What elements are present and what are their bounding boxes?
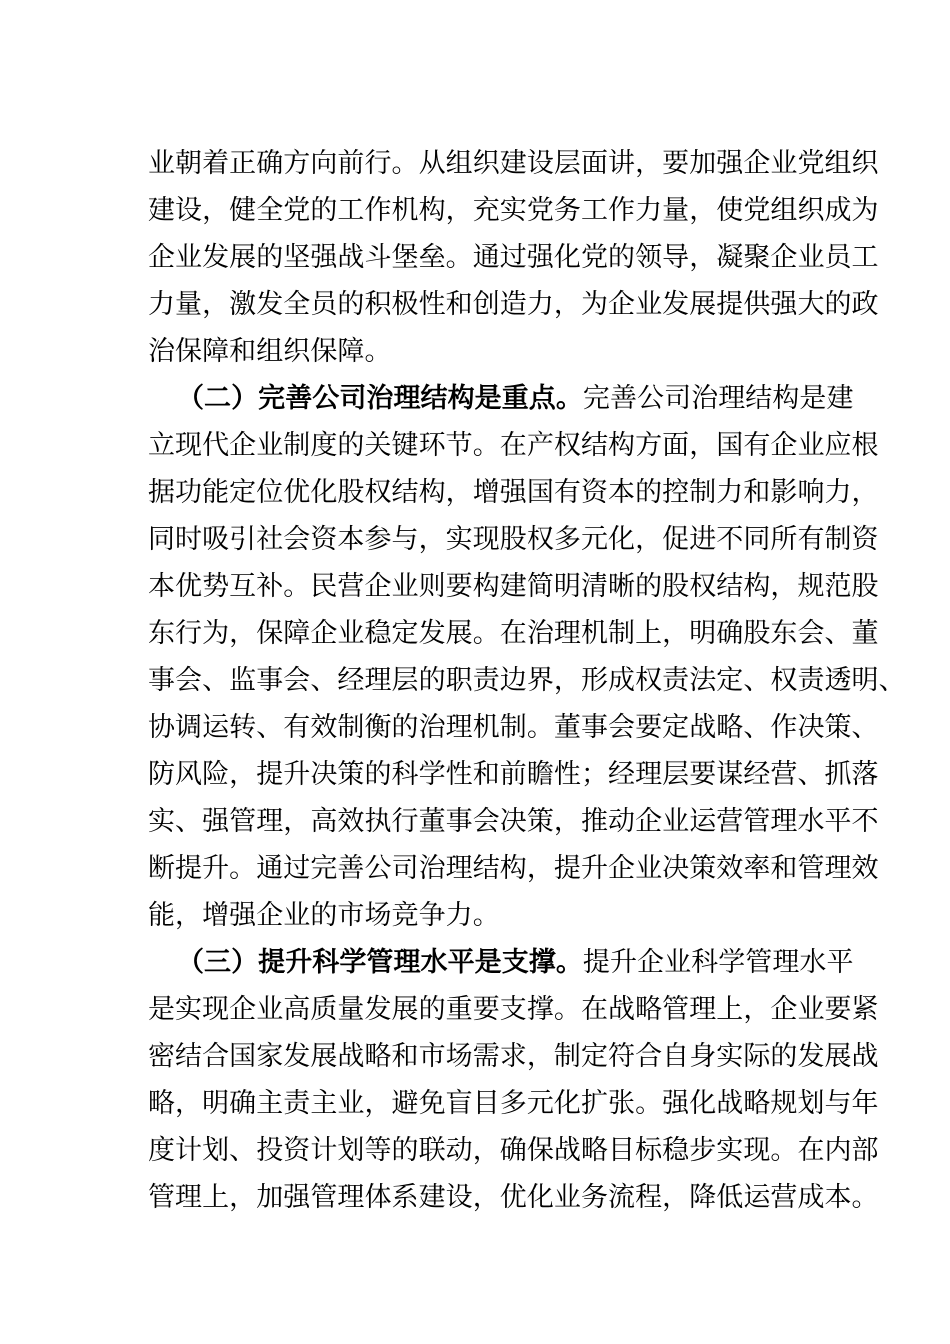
paragraph-2-line-6: 东行为，保障企业稳定发展。在治理机制上，明确股东会、董 bbox=[148, 618, 879, 649]
paragraph-1-line-2: 建设，健全党的工作机构，充实党务工作力量，使党组织成为 bbox=[148, 195, 879, 226]
paragraph-3-line-2: 是实现企业高质量发展的重要支撑。在战略管理上，企业要紧 bbox=[148, 994, 879, 1025]
paragraph-3-line-4: 略，明确主责主业，避免盲目多元化扩张。强化战略规划与年 bbox=[148, 1088, 879, 1119]
paragraph-2-line-11: 断提升。通过完善公司治理结构，提升企业决策效率和管理效 bbox=[148, 853, 879, 884]
section-heading-2: （二）完善公司治理结构是重点。 bbox=[177, 383, 583, 414]
paragraph-2-line-10: 实、强管理，高效执行董事会决策，推动企业运营管理水平不 bbox=[148, 806, 879, 837]
paragraph-2-first-line-text: 完善公司治理结构是建 bbox=[582, 383, 854, 414]
paragraph-3-line-3: 密结合国家发展战略和市场需求，制定符合自身实际的发展战 bbox=[148, 1041, 879, 1072]
paragraph-2-line-7: 事会、监事会、经理层的职责边界，形成权责法定、权责透明、 bbox=[148, 665, 906, 696]
paragraph-3-line-5: 度计划、投资计划等的联动，确保战略目标稳步实现。在内部 bbox=[148, 1135, 879, 1166]
paragraph-2-line-5: 本优势互补。民营企业则要构建简明清晰的股权结构，规范股 bbox=[148, 571, 879, 602]
paragraph-3-first-line bbox=[177, 945, 857, 981]
section-heading-3: （三）提升科学管理水平是支撑。 bbox=[177, 947, 583, 978]
paragraph-1-line-1: 业朝着正确方向前行。从组织建设层面讲，要加强企业党组织 bbox=[148, 148, 879, 179]
paragraph-2-line-12: 能，增强企业的市场竞争力。 bbox=[148, 900, 500, 931]
paragraph-3-line-6: 管理上，加强管理体系建设，优化业务流程，降低运营成本。 bbox=[148, 1182, 879, 1213]
paragraph-2-line-9: 防风险，提升决策的科学性和前瞻性；经理层要谋经营、抓落 bbox=[148, 759, 879, 790]
paragraph-3-first-line-text: 提升企业科学管理水平 bbox=[582, 947, 854, 978]
paragraph-2-line-8: 协调运转、有效制衡的治理机制。董事会要定战略、作决策、 bbox=[148, 712, 879, 743]
paragraph-1-line-3: 企业发展的坚强战斗堡垒。通过强化党的领导，凝聚企业员工 bbox=[148, 242, 879, 273]
paragraph-2-line-3: 据功能定位优化股权结构，增强国有资本的控制力和影响力， bbox=[148, 477, 879, 508]
paragraph-1-line-5: 治保障和组织保障。 bbox=[148, 336, 392, 367]
paragraph-1-line-4: 力量，激发全员的积极性和创造力，为企业发展提供强大的政 bbox=[148, 289, 879, 320]
paragraph-2-line-4: 同时吸引社会资本参与，实现股权多元化，促进不同所有制资 bbox=[148, 524, 879, 555]
paragraph-2-line-2: 立现代企业制度的关键环节。在产权结构方面，国有企业应根 bbox=[148, 430, 879, 461]
paragraph-2-first-line bbox=[177, 381, 857, 417]
